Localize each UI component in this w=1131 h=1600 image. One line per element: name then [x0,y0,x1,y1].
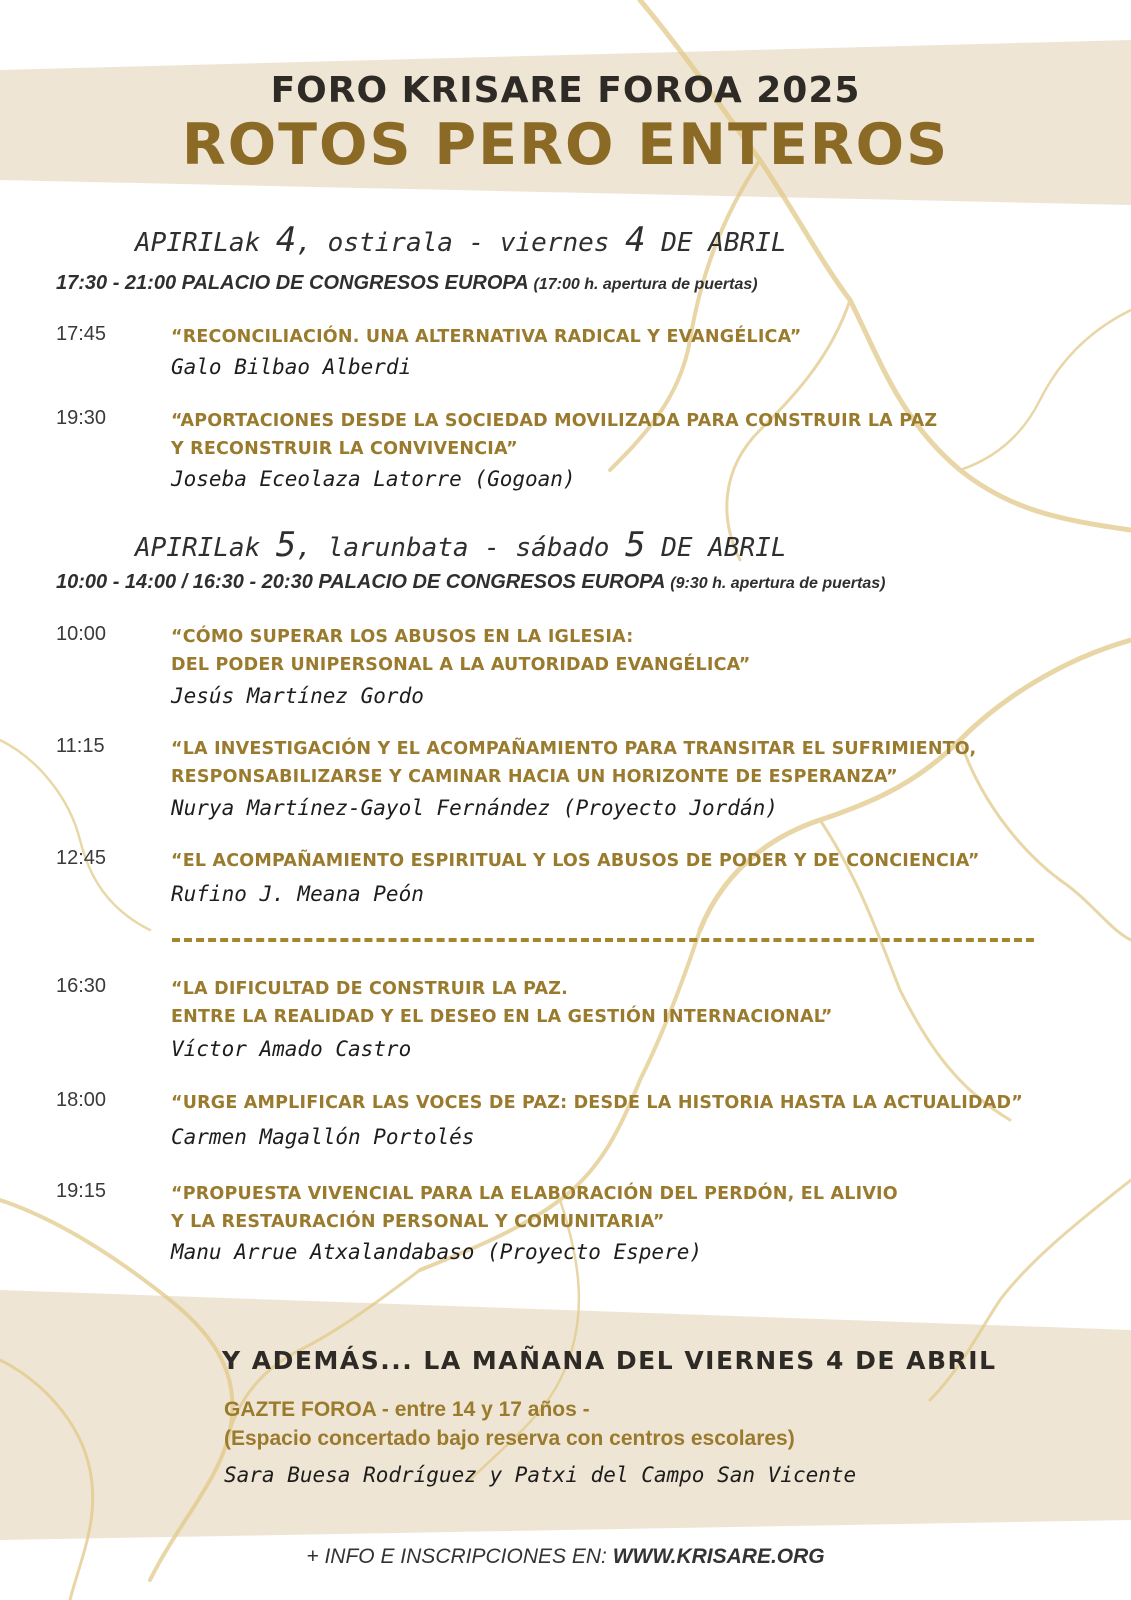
session-title-line: “RECONCILIACIÓN. UNA ALTERNATIVA RADICAL Y EVANGÉLICA” [171,327,802,347]
session-divider [172,938,1034,942]
session-speaker: Manu Arrue Atxalandabaso (Proyecto Espere) [171,1240,703,1264]
session-title-line: Y LA RESTAURACIÓN PERSONAL Y COMUNITARIA” [171,1212,665,1232]
session-title-line: “PROPUESTA VIVENCIAL PARA LA ELABORACIÓN DEL PERDÓN, EL ALIVIO [171,1184,898,1204]
session-title-line: RESPONSABILIZARSE Y CAMINAR HACIA UN HORIZONTE DE ESPERANZA” [171,767,898,787]
day1-prefix: APIRILak [135,228,261,258]
session-title-line: Y RECONSTRUIR LA CONVIVENCIA” [171,439,518,459]
session-speaker: Rufino J. Meana Peón [171,882,424,906]
day2-num-eu: 5 [275,525,297,565]
session-title-line: “APORTACIONES DESDE LA SOCIEDAD MOVILIZADA PARA CONSTRUIR LA PAZ [171,411,938,431]
forum-title: FORO KRISARE FOROA 2025 [270,70,861,111]
day2-heading [135,525,786,565]
session-time: 12:45 [56,847,107,869]
session-speaker: Carmen Magallón Portolés [171,1125,475,1149]
session-time: 10:00 [56,623,107,645]
day1-num-es: 4 [625,220,646,260]
day1-venue-text: 17:30 - 21:00 PALACIO DE CONGRESOS EUROPA [56,272,528,294]
day2-venue-text: 10:00 - 14:00 / 16:30 - 20:30 PALACIO DE CONGRESOS EUROPA [56,571,665,593]
session-title [171,735,1091,791]
session-speaker: Víctor Amado Castro [171,1037,412,1061]
day2-num-es: 5 [625,525,646,565]
day1-venue-note: (17:00 h. apertura de puertas) [533,276,758,293]
session-title-line: “LA DIFICULTAD DE CONSTRUIR LA PAZ. [171,979,568,999]
session-title [171,623,1091,679]
session-title-line: ENTRE LA REALIDAD Y EL DESEO EN LA GESTIÓN INTERNACIONAL” [171,1007,833,1027]
session-speaker: Joseba Eceolaza Latorre (Gogoan) [171,467,576,491]
session-speaker: Nurya Martínez-Gayol Fernández (Proyecto Jordán) [171,796,778,820]
session-title [171,1180,1091,1236]
day1-num-eu: 4 [275,220,297,260]
day1-venue [56,272,758,295]
extra-title: Y ADEMÁS... LA MAÑANA DEL VIERNES 4 DE ABRIL [222,1346,997,1375]
day2-mid: , larunbata - sábado [296,533,610,563]
footer-url[interactable]: WWW.KRISARE.ORG [612,1545,825,1568]
extra-note: (Espacio concertado bajo reserva con centros escolares) [224,1427,795,1450]
extra-gazte-foroa: GAZTE FOROA - entre 14 y 17 años - [224,1398,590,1421]
session-title-line: “LA INVESTIGACIÓN Y EL ACOMPAÑAMIENTO PARA TRANSITAR EL SUFRIMIENTO, [171,739,977,759]
day1-heading [135,220,786,260]
day2-venue [56,571,885,594]
session-time: 18:00 [56,1089,107,1111]
main-title: ROTOS PERO ENTEROS [181,112,950,178]
session-title [171,847,1091,875]
extra-speakers: Sara Buesa Rodríguez y Patxi del Campo San Vicente [224,1463,857,1487]
session-title-line: DEL PODER UNIPERSONAL A LA AUTORIDAD EVANGÉLICA” [171,655,751,675]
session-title-line: “CÓMO SUPERAR LOS ABUSOS EN LA IGLESIA: [171,627,634,647]
session-title [171,1089,1091,1117]
session-title-line: “EL ACOMPAÑAMIENTO ESPIRITUAL Y LOS ABUSOS DE PODER Y DE CONCIENCIA” [171,851,980,871]
day1-suffix: DE ABRIL [661,228,787,258]
session-title-line: “URGE AMPLIFICAR LAS VOCES DE PAZ: DESDE LA HISTORIA HASTA LA ACTUALIDAD” [171,1093,1023,1113]
day2-venue-note: (9:30 h. apertura de puertas) [670,575,886,592]
footer-prefix: + INFO E INSCRIPCIONES EN: [306,1545,607,1568]
session-time: 17:45 [56,323,107,345]
session-title [171,323,1091,351]
footer-info [0,1545,1131,1569]
session-time: 19:15 [56,1180,107,1202]
day2-suffix: DE ABRIL [661,533,787,563]
session-time: 11:15 [56,735,105,757]
day1-mid: , ostirala - viernes [296,228,610,258]
session-time: 19:30 [56,407,107,429]
day2-prefix: APIRILak [135,533,261,563]
session-time: 16:30 [56,975,107,997]
session-speaker: Jesús Martínez Gordo [171,684,424,708]
session-speaker: Galo Bilbao Alberdi [171,355,412,379]
session-title [171,975,1091,1031]
session-title [171,407,1091,463]
